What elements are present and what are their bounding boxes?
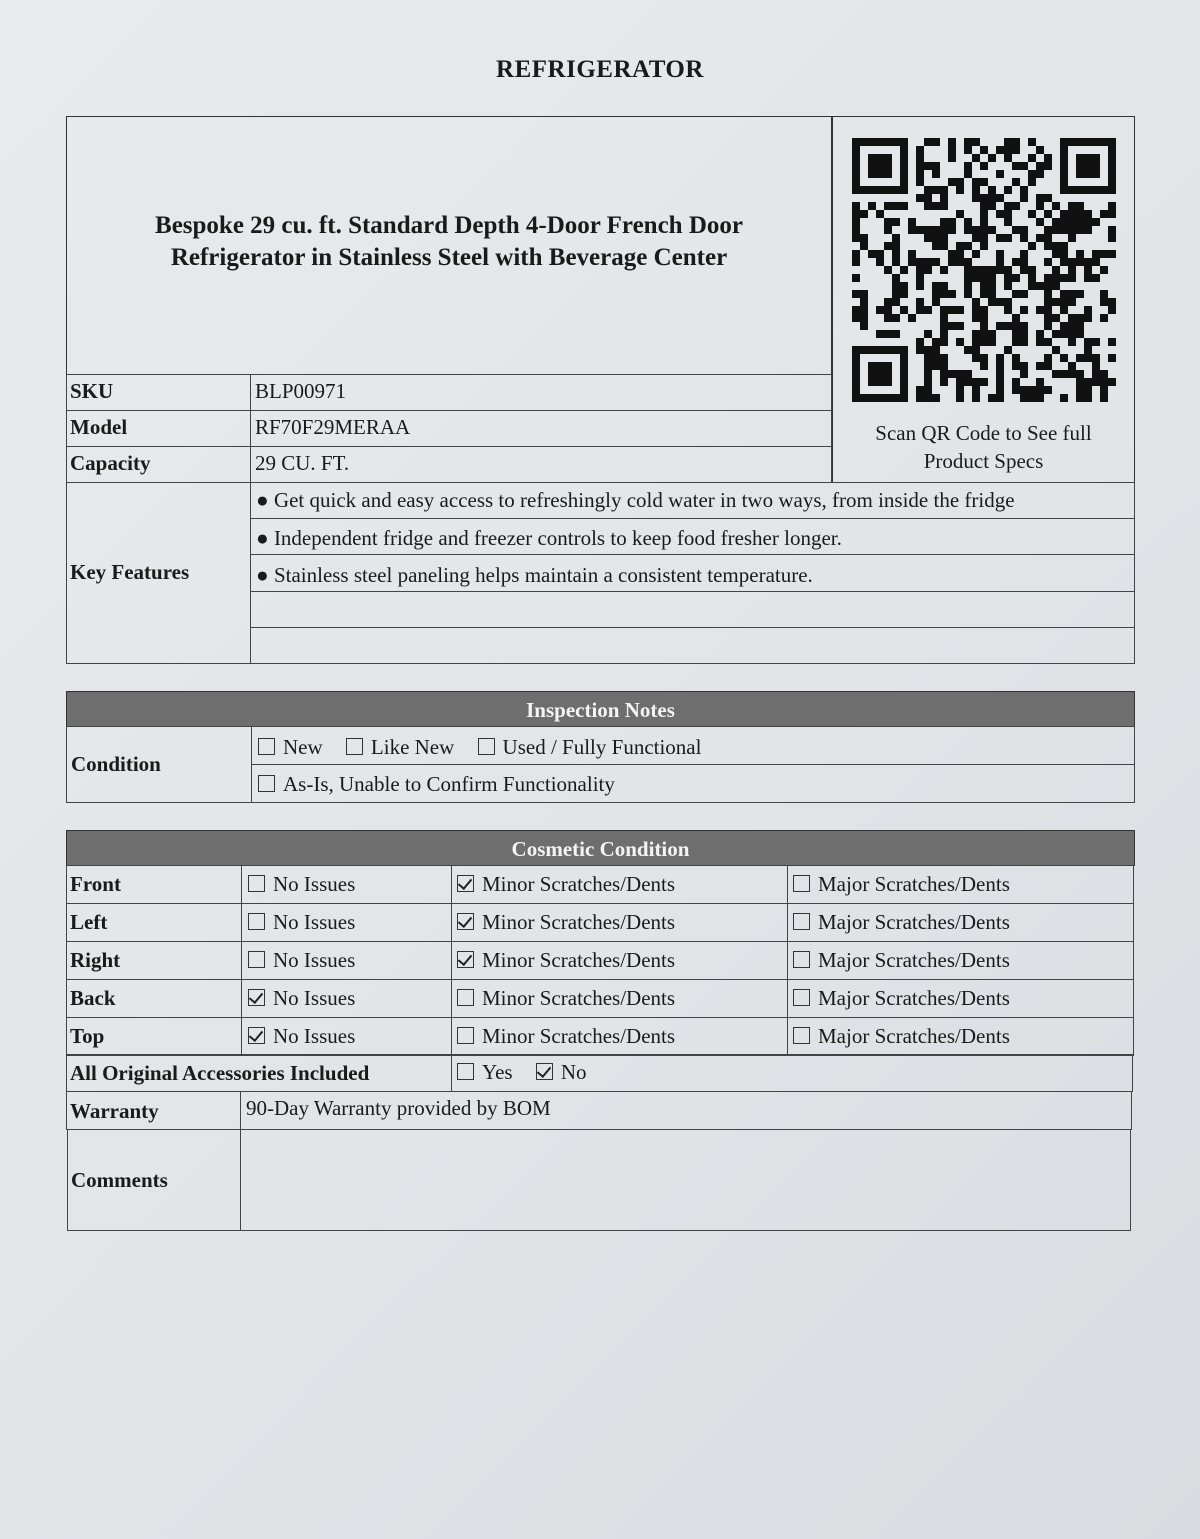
product-name — [66, 210, 832, 274]
minor-scratches-option[interactable]: Minor Scratches/Dents — [457, 1024, 675, 1049]
checkbox-icon[interactable] — [346, 738, 363, 755]
checkbox-icon[interactable] — [258, 738, 275, 755]
cosmetic-side-label: Front — [70, 872, 121, 896]
condition-option-as-is[interactable]: As-Is, Unable to Confirm Functionality — [258, 772, 615, 797]
minor-scratches-option[interactable]: Minor Scratches/Dents — [457, 872, 675, 897]
feature-item: ● Stainless steel paneling helps maintain a consistent temperature. — [256, 563, 813, 587]
cosmetic-side-label: Left — [70, 910, 108, 934]
checkbox-icon[interactable] — [536, 1063, 553, 1080]
qr-caption-line1: Scan QR Code to See full — [875, 421, 1092, 445]
checked-checkbox-icon[interactable] — [248, 989, 265, 1006]
warranty-label: Warranty — [70, 1099, 159, 1123]
checkbox-icon[interactable] — [793, 913, 810, 930]
checked-checkbox-icon[interactable] — [457, 875, 474, 892]
checkbox-icon[interactable] — [248, 875, 265, 892]
condition-label: Condition — [71, 752, 161, 776]
capacity-value: 29 CU. FT. — [255, 451, 350, 475]
feature-line — [251, 591, 1135, 592]
qr-caption-line2: Product Specs — [923, 449, 1044, 473]
condition-options-row1 — [258, 735, 719, 760]
accessories-label: All Original Accessories Included — [70, 1061, 370, 1085]
checked-checkbox-icon[interactable] — [248, 1027, 265, 1044]
condition-option-used[interactable]: Used / Fully Functional — [478, 735, 702, 760]
condition-options-row2 — [258, 772, 633, 797]
minor-scratches-option[interactable]: Minor Scratches/Dents — [457, 910, 675, 935]
checkbox-icon[interactable] — [248, 951, 265, 968]
checkbox-icon[interactable] — [457, 1063, 474, 1080]
no-issues-option[interactable]: No Issues — [248, 872, 355, 897]
bullet-icon: ● — [256, 563, 274, 587]
checkbox-icon[interactable] — [258, 775, 275, 792]
inspection-notes-header: Inspection Notes — [66, 691, 1135, 727]
major-scratches-option[interactable]: Major Scratches/Dents — [793, 872, 1010, 897]
minor-scratches-option[interactable]: Minor Scratches/Dents — [457, 986, 675, 1011]
checkbox-icon[interactable] — [793, 951, 810, 968]
no-issues-option[interactable]: No Issues — [248, 948, 355, 973]
qr-code-icon[interactable] — [852, 138, 1116, 402]
warranty-value: 90-Day Warranty provided by BOM — [246, 1096, 551, 1120]
feature-item: ● Independent fridge and freezer controls to keep food fresher longer. — [256, 526, 842, 550]
checkbox-icon[interactable] — [793, 989, 810, 1006]
cosmetic-condition-header: Cosmetic Condition — [66, 830, 1135, 866]
checkbox-icon[interactable] — [793, 1027, 810, 1044]
bullet-icon: ● — [256, 488, 274, 512]
no-issues-option[interactable]: No Issues — [248, 986, 355, 1011]
sku-label: SKU — [70, 379, 114, 403]
sku-value: BLP00971 — [255, 379, 347, 403]
no-issues-option[interactable]: No Issues — [248, 910, 355, 935]
minor-scratches-option[interactable]: Minor Scratches/Dents — [457, 948, 675, 973]
checkbox-icon[interactable] — [793, 875, 810, 892]
cosmetic-side-label: Right — [70, 948, 121, 972]
model-value: RF70F29MERAA — [255, 415, 411, 439]
comments-label: Comments — [71, 1168, 168, 1192]
feature-line — [251, 627, 1135, 628]
accessories-options — [457, 1060, 604, 1085]
accessories-no-option[interactable]: No — [536, 1060, 587, 1085]
major-scratches-option[interactable]: Major Scratches/Dents — [793, 948, 1010, 973]
major-scratches-option[interactable]: Major Scratches/Dents — [793, 1024, 1010, 1049]
cosmetic-side-label: Top — [70, 1024, 105, 1048]
bullet-icon: ● — [256, 526, 274, 550]
feature-line — [251, 518, 1135, 519]
cosmetic-side-label: Back — [70, 986, 116, 1010]
checkbox-icon[interactable] — [478, 738, 495, 755]
condition-option-new[interactable]: New — [258, 735, 323, 760]
condition-option-like-new[interactable]: Like New — [346, 735, 454, 760]
checked-checkbox-icon[interactable] — [457, 913, 474, 930]
product-name-line2: Refrigerator in Stainless Steel with Beverage Center — [170, 244, 728, 271]
accessories-yes-option[interactable]: Yes — [457, 1060, 513, 1085]
checkbox-icon[interactable] — [457, 1027, 474, 1044]
model-label: Model — [70, 415, 128, 439]
capacity-label: Capacity — [70, 451, 151, 475]
qr-caption — [832, 419, 1135, 475]
major-scratches-option[interactable]: Major Scratches/Dents — [793, 910, 1010, 935]
checkbox-icon[interactable] — [457, 989, 474, 1006]
checked-checkbox-icon[interactable] — [457, 951, 474, 968]
page-title: REFRIGERATOR — [496, 56, 704, 83]
feature-item: ● Get quick and easy access to refreshingly cold water in two ways, from inside the fridge — [256, 488, 1015, 512]
feature-line — [251, 554, 1135, 555]
checkbox-icon[interactable] — [248, 913, 265, 930]
no-issues-option[interactable]: No Issues — [248, 1024, 355, 1049]
key-features-label: Key Features — [70, 560, 190, 584]
product-name-line1: Bespoke 29 cu. ft. Standard Depth 4-Door French Door — [155, 212, 743, 239]
major-scratches-option[interactable]: Major Scratches/Dents — [793, 986, 1010, 1011]
